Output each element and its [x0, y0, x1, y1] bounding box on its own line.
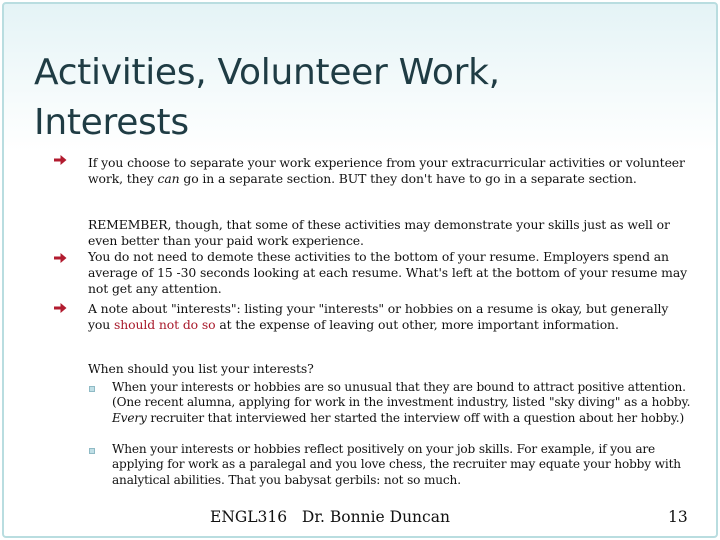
red-arrow-icon — [54, 302, 67, 314]
slide-title — [34, 48, 500, 148]
paragraph-note-interests — [88, 301, 688, 333]
p4-text: A note about "interests": listing your "interests" or hobbies on a resume is okay, but generally you — [88, 301, 669, 332]
square-bullet-icon — [89, 386, 95, 392]
paragraph-separate-section — [88, 155, 688, 187]
square-bullet-icon — [89, 448, 95, 454]
red-arrow-icon — [54, 252, 67, 264]
sub-item-unusual-interests — [112, 380, 692, 426]
paragraph-remember: REMEMBER, though, that some of these activities may demonstrate your skills just as well or even better than your paid work experience. — [88, 217, 670, 248]
sub-item-job-skills: When your interests or hobbies reflect positively on your job skills. For example, if you are applying for work as a paralegal and you love chess, the recruiter may equate your hobby with analytical abilities. That you babysat gerbils: not so much. — [112, 442, 681, 487]
question-heading: When should you list your interests? — [88, 361, 314, 376]
sub1-text: When your interests or hobbies are so unusual that they are bound to attract positive attention. (One recent alumna, applying for work in the investment industry, listed "sky diving" as a hobby. — [112, 380, 691, 410]
title-line-2: Interests — [34, 102, 189, 143]
p4-text-end: at the expense of leaving out other, more important information. — [215, 316, 619, 332]
p1-italic: can — [157, 170, 180, 186]
footer-course: ENGL316 Dr. Bonnie Duncan — [210, 508, 450, 526]
sub1-italic: Every — [112, 410, 147, 425]
p1-text-end: go in a separate section. BUT they don't have to go in a separate section. — [179, 170, 637, 186]
paragraph-do-not-demote: You do not need to demote these activities to the bottom of your resume. Employers spend an average of 15 -30 seconds looking at each resume. What's left at the bottom of your resume may not get any attention. — [88, 249, 688, 296]
page-number: 13 — [668, 508, 688, 526]
title-line-1: Activities, Volunteer Work, — [34, 52, 500, 93]
red-arrow-icon — [54, 154, 67, 166]
p1-text: If you choose to separate your work experience from your extracurricular activities or volunteer work, they — [88, 155, 685, 186]
sub1-text-end: recruiter that interviewed her started the interview off with a question about her hobby.) — [146, 410, 685, 425]
p4-highlight: should not do so — [113, 316, 216, 332]
